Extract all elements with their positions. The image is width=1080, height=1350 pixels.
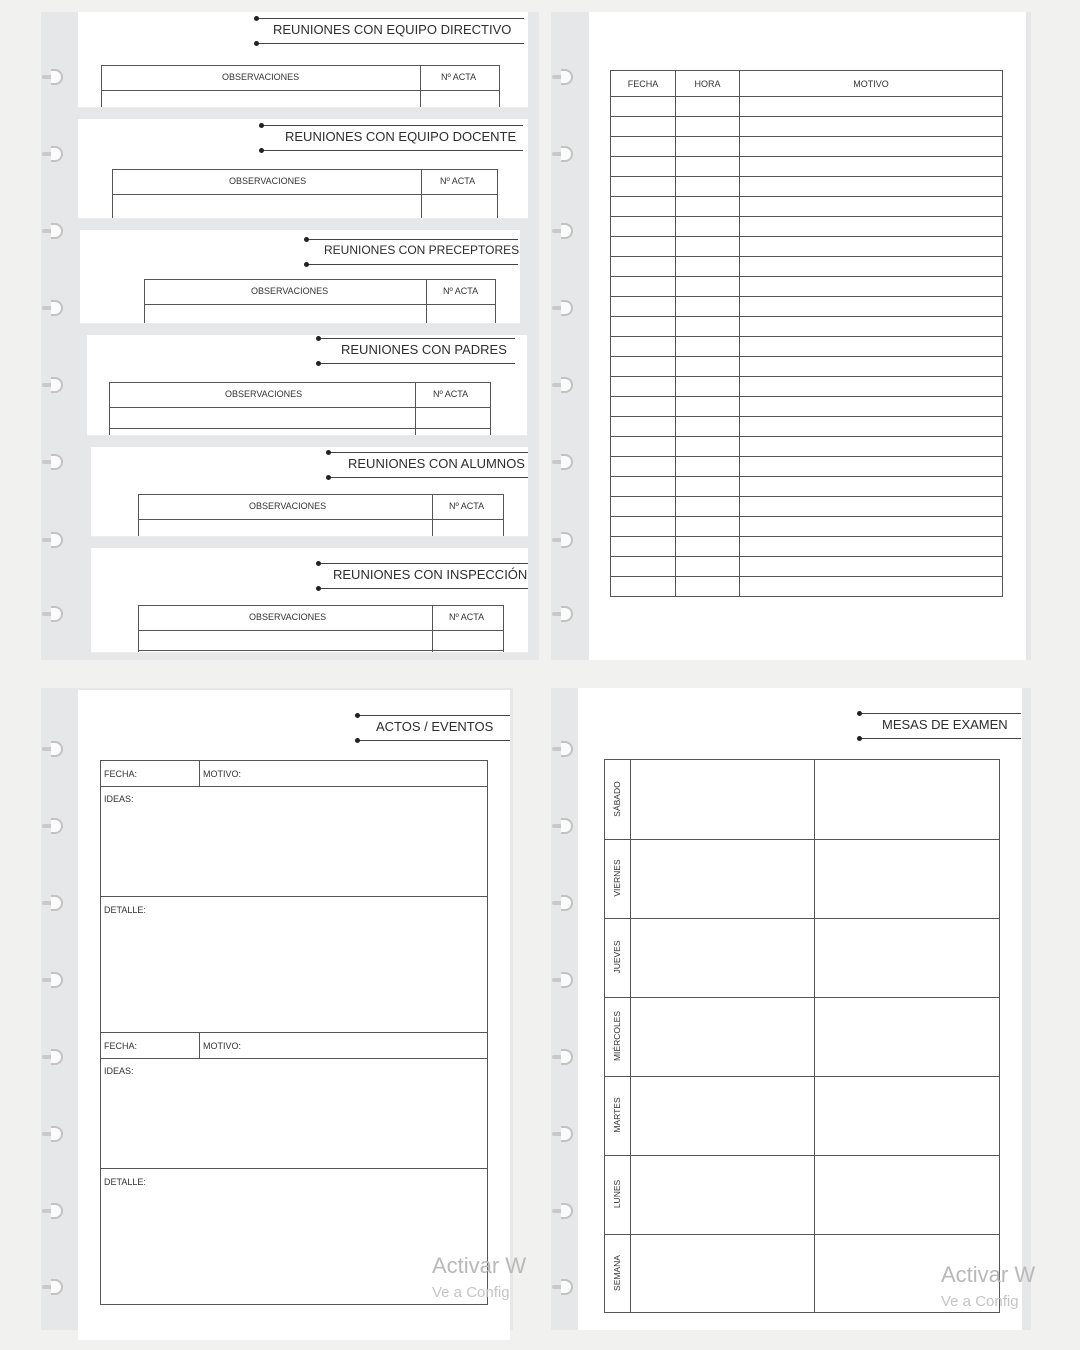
binder-ring-icon bbox=[42, 1279, 64, 1295]
binder-ring-icon bbox=[552, 1203, 574, 1219]
log-cell[interactable] bbox=[676, 297, 740, 317]
log-cell[interactable] bbox=[676, 317, 740, 337]
binder-ring-icon bbox=[552, 532, 574, 548]
log-cell[interactable] bbox=[676, 97, 740, 117]
observations-table bbox=[112, 169, 498, 218]
log-row bbox=[611, 357, 1003, 377]
log-cell[interactable] bbox=[611, 537, 676, 557]
log-cell[interactable] bbox=[611, 457, 676, 477]
activation-watermark-subtitle: Ve a Config bbox=[432, 1284, 510, 1301]
binder-ring-icon bbox=[42, 146, 64, 162]
binder-ring-icon bbox=[42, 454, 64, 470]
meeting-strip-inspeccion bbox=[91, 548, 528, 652]
observations-table bbox=[109, 382, 491, 435]
binder-ring-icon bbox=[42, 1049, 64, 1065]
log-cell[interactable] bbox=[611, 477, 676, 497]
binder-ring-icon bbox=[552, 741, 574, 757]
section-header bbox=[256, 18, 524, 44]
log-cell[interactable] bbox=[740, 537, 1003, 557]
binder-ring-icon bbox=[552, 1049, 574, 1065]
log-cell[interactable] bbox=[740, 337, 1003, 357]
day-label: MIÉRCOLES bbox=[612, 1010, 622, 1061]
log-row bbox=[611, 517, 1003, 537]
events-page bbox=[78, 690, 527, 1340]
binder-ring-icon bbox=[42, 300, 64, 316]
log-cell[interactable] bbox=[611, 157, 676, 177]
log-cell[interactable] bbox=[676, 577, 740, 597]
day-label: VIERNES bbox=[612, 858, 622, 897]
exams-grid bbox=[604, 759, 1000, 1313]
log-row bbox=[611, 137, 1003, 157]
log-row bbox=[611, 297, 1003, 317]
log-cell[interactable] bbox=[676, 377, 740, 397]
activation-watermark-subtitle: Ve a Config bbox=[941, 1293, 1019, 1310]
log-row bbox=[611, 257, 1003, 277]
motivo-label: MOTIVO: bbox=[203, 769, 241, 779]
log-cell[interactable] bbox=[611, 297, 676, 317]
log-cell[interactable] bbox=[676, 237, 740, 257]
log-row bbox=[611, 397, 1003, 417]
log-cell[interactable] bbox=[611, 417, 676, 437]
log-row bbox=[611, 217, 1003, 237]
log-row bbox=[611, 557, 1003, 577]
log-cell[interactable] bbox=[740, 517, 1003, 537]
binder-ring-icon bbox=[552, 69, 574, 85]
meeting-strip-padres bbox=[87, 335, 527, 435]
log-cell[interactable] bbox=[611, 517, 676, 537]
log-cell[interactable] bbox=[611, 277, 676, 297]
log-cell[interactable] bbox=[740, 137, 1003, 157]
log-cell[interactable] bbox=[611, 557, 676, 577]
col-observaciones: OBSERVACIONES bbox=[222, 72, 300, 82]
binder-ring-icon bbox=[42, 69, 64, 85]
log-row bbox=[611, 97, 1003, 117]
col-motivo: MOTIVO bbox=[740, 71, 1003, 97]
binder-ring-icon bbox=[42, 223, 64, 239]
detalle-label: DETALLE: bbox=[104, 1177, 146, 1187]
meeting-strip-docente bbox=[78, 119, 528, 218]
observations-table bbox=[138, 605, 504, 652]
log-cell[interactable] bbox=[611, 237, 676, 257]
binder-ring-icon bbox=[552, 1126, 574, 1142]
meeting-strip-alumnos bbox=[91, 447, 528, 536]
exams-title: MESAS DE EXAMEN bbox=[882, 717, 1008, 732]
log-row bbox=[611, 477, 1003, 497]
detalle-label: DETALLE: bbox=[104, 905, 146, 915]
log-row bbox=[611, 277, 1003, 297]
motivo-label: MOTIVO: bbox=[203, 1041, 241, 1051]
section-title: REUNIONES CON EQUIPO DOCENTE bbox=[285, 129, 517, 144]
log-cell[interactable] bbox=[676, 517, 740, 537]
log-cell[interactable] bbox=[611, 97, 676, 117]
binder-ring-icon bbox=[42, 895, 64, 911]
log-row bbox=[611, 317, 1003, 337]
observations-table bbox=[101, 65, 500, 107]
day-label: LUNES bbox=[612, 1179, 622, 1208]
log-cell[interactable] bbox=[676, 197, 740, 217]
log-cell[interactable] bbox=[676, 117, 740, 137]
log-cell[interactable] bbox=[676, 417, 740, 437]
binder-ring-icon bbox=[552, 146, 574, 162]
log-cell[interactable] bbox=[611, 337, 676, 357]
section-title: REUNIONES CON ALUMNOS bbox=[348, 456, 525, 471]
log-cell[interactable] bbox=[676, 277, 740, 297]
log-cell[interactable] bbox=[611, 117, 676, 137]
col-acta: Nº ACTA bbox=[449, 612, 485, 622]
binder-ring-icon bbox=[552, 454, 574, 470]
binder-ring-icon bbox=[42, 818, 64, 834]
log-cell[interactable] bbox=[676, 217, 740, 237]
log-cell[interactable] bbox=[740, 257, 1003, 277]
log-cell[interactable] bbox=[676, 557, 740, 577]
binder-ring-icon bbox=[552, 895, 574, 911]
log-row bbox=[611, 437, 1003, 457]
col-acta: Nº ACTA bbox=[433, 389, 469, 399]
log-cell[interactable] bbox=[740, 217, 1003, 237]
day-label: MARTES bbox=[612, 1096, 622, 1133]
col-observaciones: OBSERVACIONES bbox=[249, 501, 327, 511]
fecha-label: FECHA: bbox=[104, 1041, 138, 1051]
log-cell[interactable] bbox=[676, 477, 740, 497]
day-label: JUEVES bbox=[612, 939, 622, 974]
section-title: REUNIONES CON PADRES bbox=[341, 342, 507, 357]
log-cell[interactable] bbox=[676, 457, 740, 477]
log-row bbox=[611, 497, 1003, 517]
log-cell[interactable] bbox=[676, 157, 740, 177]
log-cell[interactable] bbox=[740, 477, 1003, 497]
log-cell[interactable] bbox=[611, 497, 676, 517]
log-cell[interactable] bbox=[676, 177, 740, 197]
col-hora: HORA bbox=[676, 71, 740, 97]
log-cell[interactable] bbox=[611, 377, 676, 397]
section-title: REUNIONES CON PRECEPTORES bbox=[324, 243, 520, 257]
col-acta: Nº ACTA bbox=[443, 286, 479, 296]
binder-ring-icon bbox=[42, 741, 64, 757]
log-cell[interactable] bbox=[611, 437, 676, 457]
activation-watermark-title: Activar W bbox=[432, 1253, 527, 1278]
log-row bbox=[611, 377, 1003, 397]
log-cell[interactable] bbox=[740, 277, 1003, 297]
log-cell[interactable] bbox=[676, 137, 740, 157]
log-cell[interactable] bbox=[740, 577, 1003, 597]
log-cell[interactable] bbox=[611, 257, 676, 277]
binder-ring-icon bbox=[552, 300, 574, 316]
log-row bbox=[611, 237, 1003, 257]
meeting-strip-directivo bbox=[78, 12, 528, 107]
col-observaciones: OBSERVACIONES bbox=[229, 176, 307, 186]
log-row bbox=[611, 117, 1003, 137]
log-cell[interactable] bbox=[611, 177, 676, 197]
day-label: SÁBADO bbox=[612, 780, 622, 817]
log-cell[interactable] bbox=[740, 177, 1003, 197]
binder-ring-icon bbox=[42, 1203, 64, 1219]
section-title: REUNIONES CON EQUIPO DIRECTIVO bbox=[273, 22, 512, 37]
binder-ring-icon bbox=[552, 606, 574, 622]
exams-header bbox=[859, 713, 1021, 739]
log-cell[interactable] bbox=[676, 397, 740, 417]
section-header bbox=[328, 452, 528, 478]
log-row bbox=[611, 417, 1003, 437]
log-cell[interactable] bbox=[740, 157, 1003, 177]
col-acta: Nº ACTA bbox=[441, 72, 477, 82]
exams-page bbox=[578, 688, 1036, 1330]
log-cell[interactable] bbox=[740, 237, 1003, 257]
section-header bbox=[318, 338, 515, 364]
log-cell[interactable] bbox=[740, 357, 1003, 377]
log-cell[interactable] bbox=[740, 457, 1003, 477]
col-fecha: FECHA bbox=[611, 71, 676, 97]
events-header bbox=[357, 715, 510, 741]
log-row bbox=[611, 197, 1003, 217]
col-observaciones: OBSERVACIONES bbox=[225, 389, 303, 399]
binder-ring-icon bbox=[42, 377, 64, 393]
section-header bbox=[261, 125, 523, 151]
log-cell[interactable] bbox=[740, 97, 1003, 117]
log-cell[interactable] bbox=[611, 577, 676, 597]
log-cell[interactable] bbox=[740, 377, 1003, 397]
log-cell[interactable] bbox=[676, 257, 740, 277]
binder-ring-icon bbox=[552, 1279, 574, 1295]
log-cell[interactable] bbox=[740, 317, 1003, 337]
col-observaciones: OBSERVACIONES bbox=[249, 612, 327, 622]
observations-table bbox=[144, 279, 496, 323]
log-cell[interactable] bbox=[740, 417, 1003, 437]
activation-watermark-title: Activar W bbox=[941, 1262, 1036, 1287]
log-cell[interactable] bbox=[611, 217, 676, 237]
events-title: ACTOS / EVENTOS bbox=[376, 719, 494, 734]
log-cell[interactable] bbox=[740, 497, 1003, 517]
log-cell[interactable] bbox=[740, 437, 1003, 457]
log-cell[interactable] bbox=[676, 357, 740, 377]
binder-ring-icon bbox=[552, 972, 574, 988]
log-cell[interactable] bbox=[611, 197, 676, 217]
section-header bbox=[306, 239, 518, 265]
log-row bbox=[611, 177, 1003, 197]
col-acta: Nº ACTA bbox=[449, 501, 485, 511]
log-cell[interactable] bbox=[676, 537, 740, 557]
fecha-label: FECHA: bbox=[104, 769, 138, 779]
col-acta: Nº ACTA bbox=[440, 176, 476, 186]
log-row bbox=[611, 157, 1003, 177]
log-cell[interactable] bbox=[740, 557, 1003, 577]
observations-table bbox=[138, 494, 504, 536]
log-row bbox=[611, 577, 1003, 597]
log-row bbox=[611, 457, 1003, 477]
log-cell[interactable] bbox=[611, 357, 676, 377]
log-cell[interactable] bbox=[740, 197, 1003, 217]
log-table bbox=[610, 70, 1003, 597]
log-cell[interactable] bbox=[740, 297, 1003, 317]
binder-ring-icon bbox=[552, 818, 574, 834]
log-row bbox=[611, 537, 1003, 557]
ideas-label: IDEAS: bbox=[104, 794, 134, 804]
binder-ring-icon bbox=[42, 972, 64, 988]
binder-ring-icon bbox=[42, 1126, 64, 1142]
log-cell[interactable] bbox=[740, 397, 1003, 417]
log-cell[interactable] bbox=[611, 137, 676, 157]
section-header bbox=[318, 563, 528, 589]
section-title: REUNIONES CON INSPECCIÓN bbox=[333, 567, 528, 582]
ideas-label: IDEAS: bbox=[104, 1066, 134, 1076]
events-form bbox=[100, 760, 488, 1305]
log-cell[interactable] bbox=[740, 117, 1003, 137]
binder-ring-icon bbox=[552, 223, 574, 239]
binder-ring-icon bbox=[552, 377, 574, 393]
log-cell[interactable] bbox=[676, 497, 740, 517]
binder-ring-icon bbox=[42, 606, 64, 622]
log-cell[interactable] bbox=[611, 317, 676, 337]
log-page bbox=[589, 12, 1026, 660]
log-row bbox=[611, 337, 1003, 357]
log-cell[interactable] bbox=[676, 337, 740, 357]
log-cell[interactable] bbox=[611, 397, 676, 417]
log-cell[interactable] bbox=[676, 437, 740, 457]
binder-ring-icon bbox=[42, 532, 64, 548]
day-label: SEMANA bbox=[612, 1254, 622, 1291]
meeting-strip-preceptores bbox=[80, 230, 520, 323]
col-observaciones: OBSERVACIONES bbox=[251, 286, 329, 296]
